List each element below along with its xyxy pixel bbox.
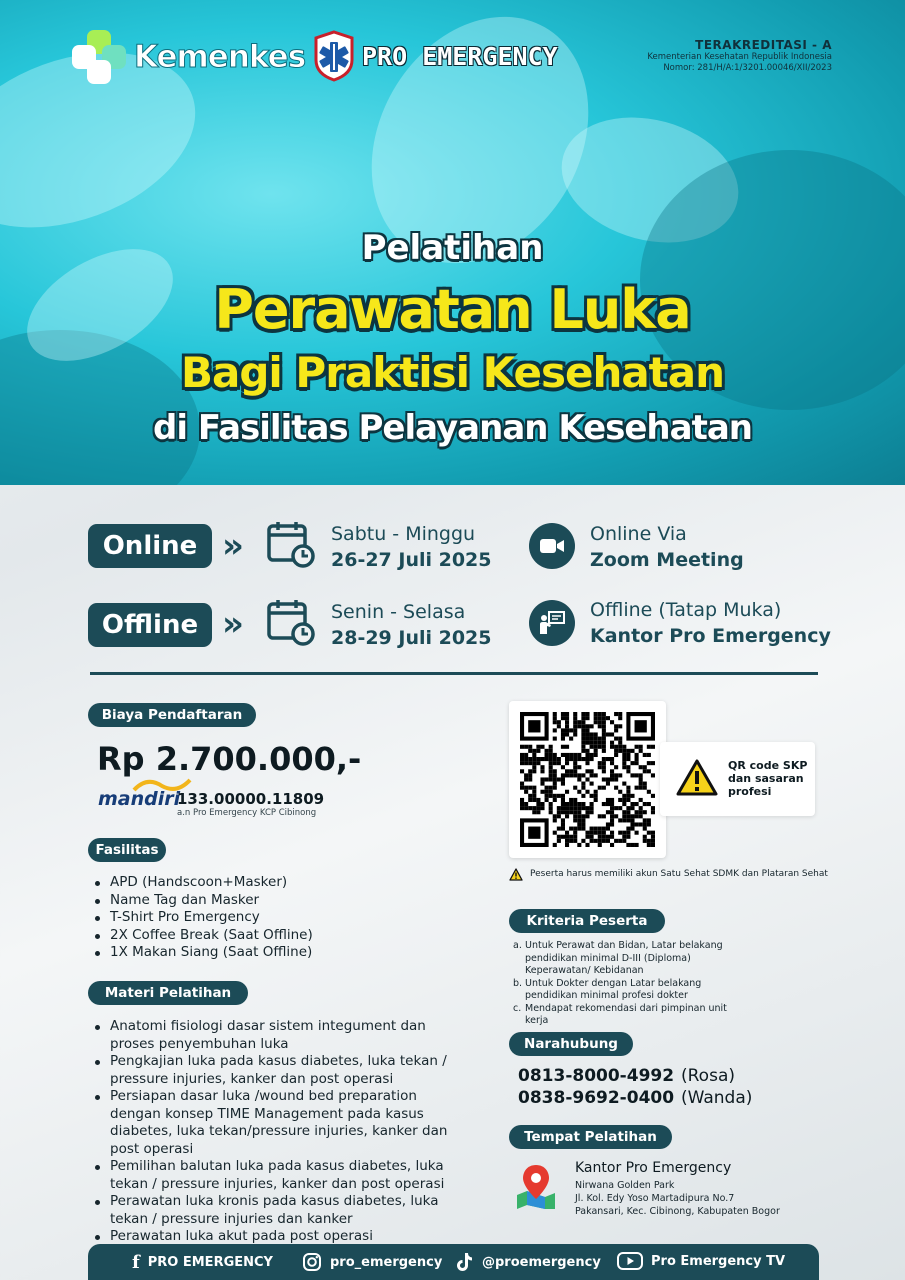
list-item: Perawatan luka kronis pada kasus diabetes, luka tekan / pressure injuries dan kanker (92, 1193, 472, 1228)
criteria-list (513, 940, 753, 1028)
qr-note-text: QR code SKP dan sasaran profesi (728, 759, 808, 798)
kemenkes-mark-icon (70, 28, 128, 86)
registration-fee-label: Biaya Pendaftaran (88, 703, 256, 727)
title-line-2: Perawatan Luka (214, 278, 691, 341)
materials-label: Materi Pelatihan (88, 981, 248, 1005)
venue-name: Kantor Pro Emergency (575, 1160, 732, 1176)
offline-mode-badge: Offline (88, 603, 212, 647)
accreditation-ministry: Kementerian Kesehatan Republik Indonesia (647, 52, 832, 62)
list-item: a. Untuk Perawat dan Bidan, Latar belakang pendidikan minimal D-III (Diploma) Keperawatan/ Kebidanan (513, 940, 723, 976)
youtube-icon (617, 1252, 643, 1270)
warning-icon (676, 759, 718, 797)
divider (90, 672, 818, 675)
hero-banner (0, 0, 905, 485)
list-item: Pengkajian luka pada kasus diabetes, luka tekan / pressure injuries, kanker dan post operasi (92, 1053, 472, 1088)
facilities-label: Fasilitas (88, 838, 166, 862)
online-dates (331, 523, 492, 571)
facebook-icon: f (132, 1252, 140, 1273)
offline-dates (331, 601, 492, 649)
list-item: Pemilihan balutan luka pada kasus diabetes, luka tekan / pressure injuries, kanker dan post operasi (92, 1158, 472, 1193)
title-line-1: Pelatihan (361, 228, 544, 268)
youtube-link[interactable]: Pro Emergency TV (617, 1252, 785, 1270)
pro-emergency-logo-text: PRO EMERGENCY (362, 41, 558, 71)
title-line-3: Bagi Praktisi Kesehatan (180, 348, 725, 397)
contact-name-2: (Wanda) (681, 1088, 753, 1108)
chevron-right-icon: » (222, 604, 244, 644)
list-item: Anatomi fisiologi dasar sistem integument dan proses penyembuhan luka (92, 1018, 472, 1053)
offline-date-range: 28-29 Juli 2025 (331, 627, 492, 649)
contact-name-1: (Rosa) (681, 1066, 735, 1086)
offline-days: Senin - Selasa (331, 601, 466, 623)
online-mode-badge: Online (88, 524, 212, 568)
warning-icon (509, 868, 523, 881)
venue-address-line3: Pakansari, Kec. Cibinong, Kabupaten Bogor (575, 1206, 780, 1217)
calendar-clock-icon (266, 598, 316, 646)
list-item: Name Tag dan Masker (92, 892, 422, 910)
calendar-clock-icon (266, 520, 316, 568)
list-item: APD (Handscoon+Masker) (92, 874, 422, 892)
list-item: 2X Coffee Break (Saat Offline) (92, 927, 422, 945)
star-of-life-badge-icon (312, 30, 356, 82)
video-camera-icon (529, 523, 575, 569)
account-number: 133.00000.11809 (177, 790, 325, 808)
account-name: a.n Pro Emergency KCP Cibinong (177, 808, 317, 818)
presentation-board-icon (529, 600, 575, 646)
instagram-link[interactable]: pro_emergency (302, 1252, 442, 1272)
list-item: Persiapan dasar luka /wound bed preparation dengan konsep TIME Management pada kasus diabetes, luka tekan/pressure injuries, kanker dan post operasi (92, 1088, 472, 1158)
online-date-range: 26-27 Juli 2025 (331, 549, 492, 571)
list-item: Perawatan luka akut pada post operasi (92, 1228, 472, 1246)
qr-code-icon[interactable] (520, 712, 655, 847)
tiktok-link[interactable]: @proemergency (456, 1252, 601, 1272)
contact-phone-2[interactable]: 0838-9692-0400 (518, 1088, 675, 1108)
contacts-label: Narahubung (509, 1032, 633, 1056)
online-platform (590, 523, 744, 571)
facilities-list (92, 874, 422, 962)
account-requirement-text: Peserta harus memiliki akun Satu Sehat SDMK dan Plataran Sehat (530, 869, 828, 879)
accreditation-title: TERAKREDITASI - A (695, 38, 832, 52)
venue-address (575, 1179, 780, 1218)
registration-price: Rp 2.700.000,- (97, 740, 362, 778)
online-via-line1: Online Via (590, 523, 687, 545)
tiktok-icon (456, 1252, 474, 1272)
map-pin-icon (513, 1163, 559, 1211)
venue-address-line1: Nirwana Golden Park (575, 1180, 675, 1191)
contact-phone-1[interactable]: 0813-8000-4992 (518, 1066, 675, 1086)
accreditation-info (647, 38, 832, 74)
kemenkes-logo-text: Kemenkes (134, 39, 306, 75)
pro-emergency-logo (312, 30, 558, 82)
materials-list (92, 1018, 472, 1246)
list-item: 1X Makan Siang (Saat Offline) (92, 944, 422, 962)
list-item: T-Shirt Pro Emergency (92, 909, 422, 927)
kemenkes-logo (70, 28, 305, 86)
criteria-label: Kriteria Peserta (509, 909, 665, 933)
title-line-4: di Fasilitas Pelayanan Kesehatan (153, 408, 752, 448)
accreditation-number: Nomor: 281/H/A:1/3201.00046/XII/2023 (663, 63, 832, 73)
venue-label: Tempat Pelatihan (509, 1125, 672, 1149)
chevron-right-icon: » (222, 526, 244, 566)
facebook-link[interactable]: f PRO EMERGENCY (132, 1252, 273, 1273)
bank-logo-text: mandiri (98, 788, 181, 810)
offline-venue (590, 599, 831, 647)
list-item: b. Untuk Dokter dengan Latar belakang pendidikan minimal profesi dokter (513, 977, 702, 1001)
qr-note-card (660, 742, 815, 816)
online-days: Sabtu - Minggu (331, 523, 476, 545)
qr-code-card[interactable] (509, 701, 666, 858)
offline-via-line2: Kantor Pro Emergency (590, 625, 831, 647)
online-via-line2: Zoom Meeting (590, 549, 744, 571)
list-item: c. Mendapat rekomendasi dari pimpinan unit kerja (513, 1002, 727, 1026)
venue-address-line2: Jl. Kol. Edy Yoso Martadipura No.7 (575, 1193, 735, 1204)
instagram-icon (302, 1252, 322, 1272)
social-footer (88, 1244, 819, 1280)
offline-via-line1: Offline (Tatap Muka) (590, 599, 782, 621)
